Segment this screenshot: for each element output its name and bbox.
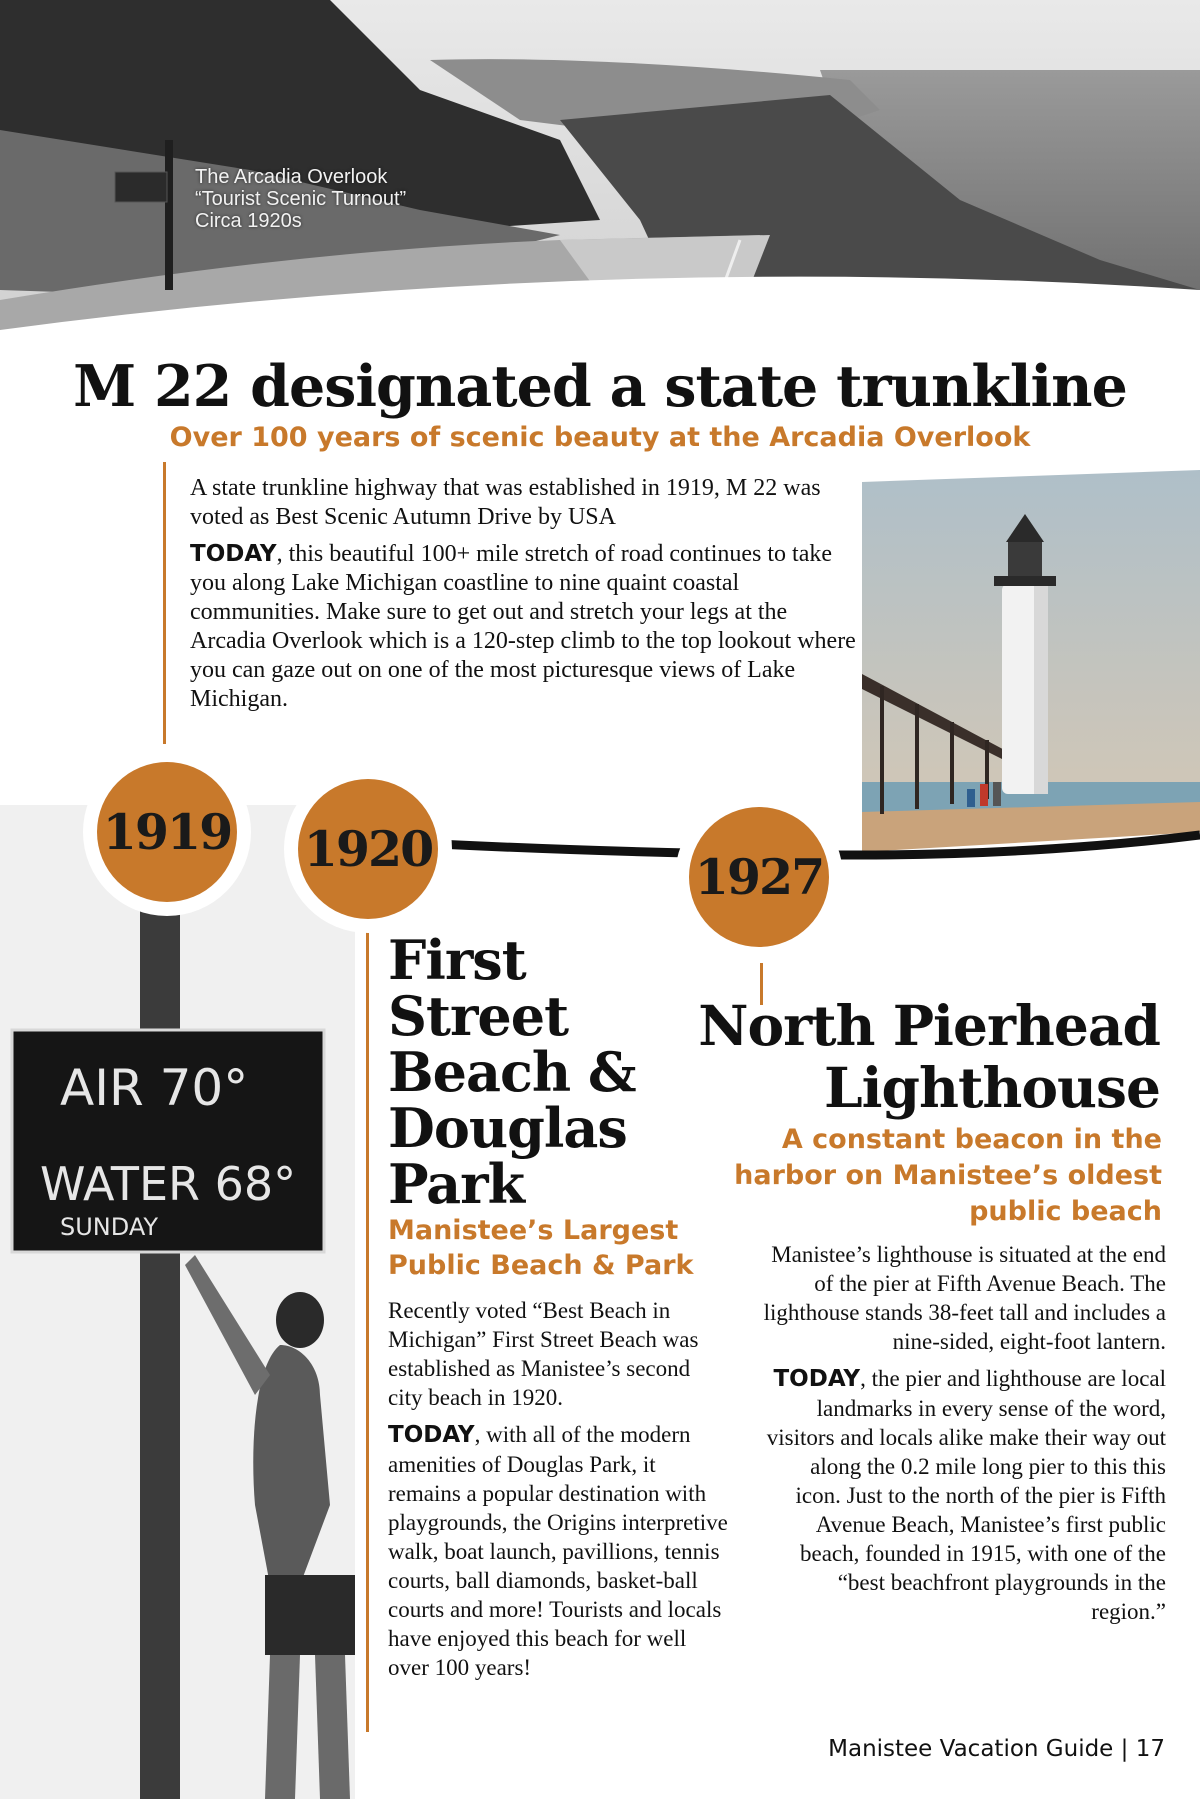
beach-intro: Recently voted “Best Beach in Michigan” First Street Beach was established as Manistee’s second city beach in 1920. [388,1298,699,1410]
lighthouse-today-paragraph [760,1364,1166,1626]
lighthouse-intro: Manistee’s lighthouse is situated at the end of the pier at Fifth Avenue Beach. The lighthouse stands 38-feet tall and includes a nine-sided, eight-foot lantern. [763,1242,1166,1354]
page-headline: M 22 designated a state trunkline [73,353,1127,420]
timeline-connector-1920 [366,930,369,1732]
photo-caption: The Arcadia Overlook “Tourist Scenic Turnout” Circa 1920s [195,166,407,232]
year-badge-1920: 1920 [298,779,438,919]
beach-article-body [388,1296,728,1690]
beach-today-paragraph [388,1420,728,1682]
page-number: 17 [1135,1736,1165,1762]
arcadia-overlook-photo [0,0,1200,350]
sign-air-reading: AIR 70° [60,1059,249,1117]
m22-intro: A state trunkline highway that was established in 1919, M 22 was voted as Best Scenic Autumn Drive by USA [190,475,821,530]
beach-section-subtitle: Manistee’s Largest Public Beach & Park [388,1215,694,1281]
m22-today-paragraph [190,540,860,714]
sign-day-label: SUNDAY [60,1213,159,1241]
sign-water-reading: WATER 68° [40,1157,297,1211]
publication-name: Manistee Vacation Guide [828,1736,1114,1762]
year-badge-1919: 1919 [97,762,237,902]
today-label: TODAY [190,541,277,567]
lighthouse-title-line2: Lighthouse [823,1055,1160,1120]
footer-separator: | [1113,1736,1136,1762]
beach-section-title: First Street Beach & Douglas Park [388,928,636,1216]
beach-today-text: , with all of the modern amenities of Douglas Park, it remains a popular destination with playgrounds, the Origins interpretive walk, boat launch, pavillions, tennis courts, ball diamonds, basket-ball courts and more! Tourists and locals have enjoyed this beach for well over 100 years! [388,1422,728,1680]
today-label: TODAY [388,1422,475,1448]
year-badge-1927: 1927 [689,807,829,947]
page-footer [740,1736,1165,1762]
m22-today-text: , this beautiful 100+ mile stretch of road continues to take you along Lake Michigan coastline to nine quaint coastal communities. Make sure to get out and stretch your legs at the Arcadia Overlook which is a 120-step climb to the top lookout where you can gaze out on one of the most picturesque views of Lake Michigan. [190,541,856,712]
page-subheadline: Over 100 years of scenic beauty at the Arcadia Overlook [169,422,1031,453]
timeline-connector-1919 [163,462,166,744]
lighthouse-section-subtitle: A constant beacon in the harbor on Manistee’s oldest public beach [734,1124,1162,1227]
lighthouse-article-body [760,1240,1166,1634]
lighthouse-title-line1: North Pierhead [698,993,1160,1058]
lighthouse-section-title [690,995,1160,1119]
lighthouse-today-text: , the pier and lighthouse are local landmarks in every sense of the word, visitors and locals alike make their way out along the 0.2 mile long pier to this this icon. Just to the north of the pier is Fifth Avenue Beach, Manistee’s first public beach, founded in 1915, with one of the “best beachfront playgrounds in the region.” [766,1366,1166,1624]
today-label: TODAY [773,1366,861,1392]
first-street-beach-photo [0,805,355,1799]
m22-article-body [190,474,860,722]
